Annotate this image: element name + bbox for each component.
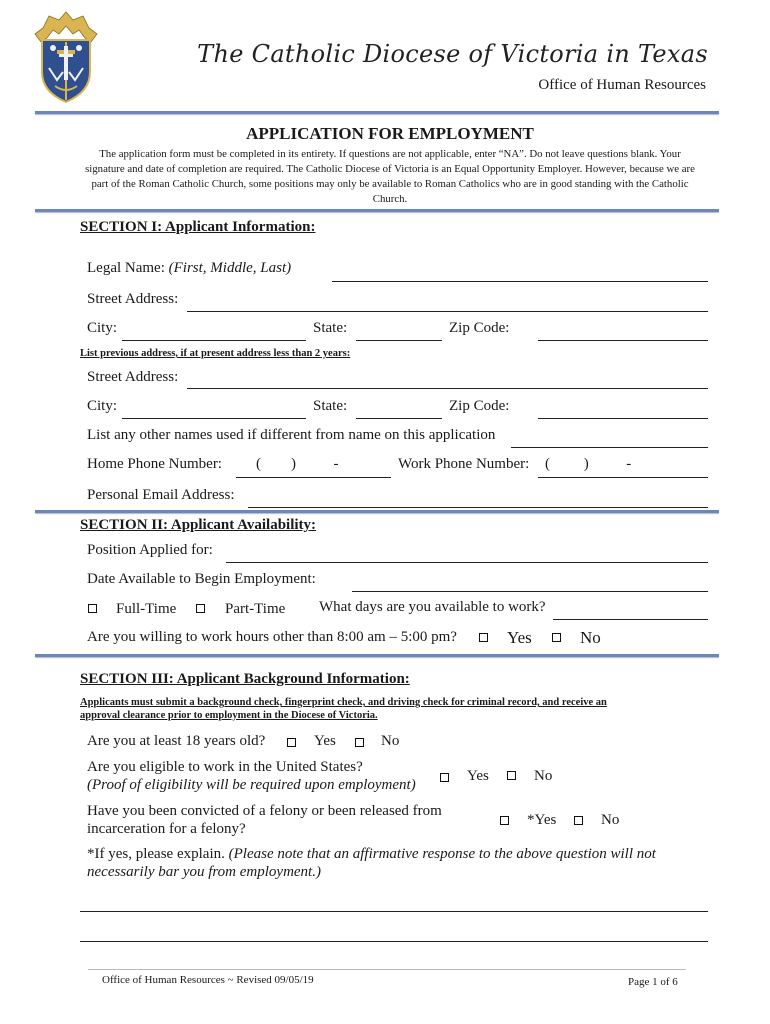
street-label: Street Address: xyxy=(87,291,179,307)
street2-label: Street Address: xyxy=(87,369,179,385)
work-phone-format: ( ) - xyxy=(545,456,632,472)
legal-name-field[interactable] xyxy=(332,267,708,282)
header-divider xyxy=(35,111,719,114)
footer-divider xyxy=(88,969,686,970)
footer-revision: Office of Human Resources ~ Revised 09/05/19 xyxy=(102,974,314,986)
explain-field-1[interactable] xyxy=(80,897,708,912)
email-field[interactable] xyxy=(248,493,708,508)
street2-field[interactable] xyxy=(187,374,708,389)
felony-no-label: No xyxy=(601,812,620,828)
city-label: City: xyxy=(87,320,118,336)
part-time-checkbox[interactable] xyxy=(196,604,205,613)
eligibility-question: Are you eligible to work in the United States? xyxy=(87,759,363,775)
office-subtitle: Office of Human Resources xyxy=(538,77,706,93)
days-available-label: What days are you available to work? xyxy=(319,599,546,615)
age-question: Are you at least 18 years old? xyxy=(87,733,266,749)
work-phone-field[interactable] xyxy=(538,463,708,478)
state2-label: State: xyxy=(313,398,348,414)
home-phone-label: Home Phone Number: xyxy=(87,456,222,472)
other-hours-no-label: No xyxy=(580,628,601,647)
other-hours-yes-label: Yes xyxy=(507,628,532,647)
diocese-crest-logo xyxy=(33,10,99,104)
other-hours-question: Are you willing to work hours other than 8:00 am – 5:00 pm? xyxy=(87,629,457,645)
email-label: Personal Email Address: xyxy=(87,487,235,503)
explain-hint-1: (Please note that an affirmative response to the above question will not xyxy=(228,846,656,862)
full-time-checkbox[interactable] xyxy=(88,604,97,613)
full-time-label: Full-Time xyxy=(116,601,177,617)
other-hours-no-checkbox[interactable] xyxy=(552,633,561,642)
felony-yes-label: *Yes xyxy=(527,812,557,828)
other-names-label: List any other names used if different from name on this application xyxy=(87,427,496,443)
city2-label: City: xyxy=(87,398,118,414)
explain-lead: *If yes, please explain. xyxy=(87,846,229,862)
previous-address-note: List previous address, if at present address less than 2 years: xyxy=(80,348,351,359)
position-label: Position Applied for: xyxy=(87,542,213,558)
section-divider-1 xyxy=(35,209,719,212)
other-hours-yes-checkbox[interactable] xyxy=(479,633,488,642)
home-phone-format: ( ) - xyxy=(256,456,339,472)
section-2-heading: SECTION II: Applicant Availability: xyxy=(80,517,317,533)
section-divider-3 xyxy=(35,654,719,657)
state-label: State: xyxy=(313,320,348,336)
felony-question-line1: Have you been convicted of a felony or been released from xyxy=(87,803,442,819)
part-time-label: Part-Time xyxy=(225,601,286,617)
felony-yes-checkbox[interactable] xyxy=(500,816,509,825)
felony-question-line2: incarceration for a felony? xyxy=(87,821,246,837)
eligibility-no-label: No xyxy=(534,768,553,784)
zip2-field[interactable] xyxy=(538,404,708,419)
zip2-label: Zip Code: xyxy=(449,398,510,414)
position-field[interactable] xyxy=(226,548,708,563)
background-check-note-line1: Applicants must submit a background check, fingerprint check, and driving check for criminal record, and receive an xyxy=(80,697,607,708)
section-1-heading: SECTION I: Applicant Information: xyxy=(80,219,316,235)
eligibility-hint: (Proof of eligibility will be required upon employment) xyxy=(87,777,416,793)
age-yes-checkbox[interactable] xyxy=(287,738,296,747)
days-available-field[interactable] xyxy=(553,605,708,620)
city-field[interactable] xyxy=(122,326,306,341)
footer-page-number: Page 1 of 6 xyxy=(628,976,678,988)
section-divider-2 xyxy=(35,510,719,513)
date-available-field[interactable] xyxy=(352,577,708,592)
other-names-field[interactable] xyxy=(511,433,708,448)
explain-line1 xyxy=(87,846,656,863)
eligibility-yes-label: Yes xyxy=(467,768,489,784)
legal-name-hint: (First, Middle, Last) xyxy=(168,260,292,276)
date-available-label: Date Available to Begin Employment: xyxy=(87,571,316,587)
home-phone-field[interactable] xyxy=(236,463,391,478)
section-3-heading: SECTION III: Applicant Background Information: xyxy=(80,671,410,687)
work-phone-label: Work Phone Number: xyxy=(398,456,530,472)
legal-name-text: Legal Name: xyxy=(87,260,169,276)
form-intro: The application form must be completed in its entirety. If questions are not applicable, enter “NA”. Do not leave questions blank. Your signature and date of completion are required. The Catholic Diocese of Victoria is an Equal Opportunity Employer. However, because we are part of the Roman Catholic Church, some positions may only be available to Roman Catholics who are in good standing with the Catholic Church. xyxy=(85,148,695,205)
background-check-note-line2: approval clearance prior to employment in the Diocese of Victoria. xyxy=(80,710,378,721)
explain-field-2[interactable] xyxy=(80,927,708,942)
age-yes-label: Yes xyxy=(314,733,336,749)
zip-label: Zip Code: xyxy=(449,320,510,336)
city2-field[interactable] xyxy=(122,404,306,419)
street-field[interactable] xyxy=(187,297,708,312)
age-no-checkbox[interactable] xyxy=(355,738,364,747)
age-no-label: No xyxy=(381,733,400,749)
diocese-title: The Catholic Diocese of Victoria in Texas xyxy=(197,40,708,68)
zip-field[interactable] xyxy=(538,326,708,341)
eligibility-yes-checkbox[interactable] xyxy=(440,773,449,782)
explain-line2: necessarily bar you from employment.) xyxy=(87,864,321,880)
legal-name-label xyxy=(87,260,291,277)
form-title: APPLICATION FOR EMPLOYMENT xyxy=(246,124,534,143)
felony-no-checkbox[interactable] xyxy=(574,816,583,825)
eligibility-no-checkbox[interactable] xyxy=(507,771,516,780)
state-field[interactable] xyxy=(356,326,442,341)
state2-field[interactable] xyxy=(356,404,442,419)
